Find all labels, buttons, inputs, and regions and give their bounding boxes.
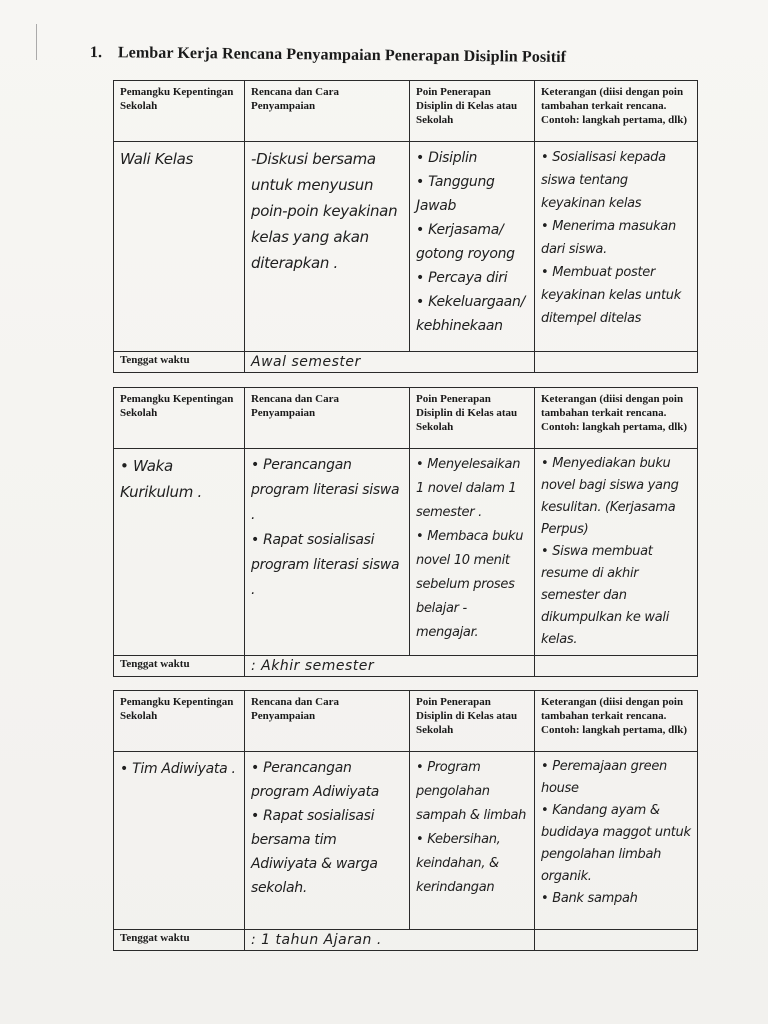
header-points: Poin Penerapan Disiplin di Kelas atau Sekolah	[410, 81, 535, 142]
header-points: Poin Penerapan Disiplin di Kelas atau Sekolah	[410, 691, 535, 752]
header-stakeholder: Pemangku Kepentingan Sekolah	[114, 388, 245, 449]
header-notes: Keterangan (diisi dengan poin tambahan terkait rencana. Contoh: langkah pertama, dlk)	[535, 388, 698, 449]
point-entry: • Kekeluargaan/ kebhinekaan	[416, 294, 525, 334]
deadline-empty-cell	[535, 930, 698, 951]
plan-cell	[245, 142, 410, 352]
plan-entry: • Rapat sosialisasi bersama tim Adiwiyata & warga sekolah.	[251, 808, 378, 896]
section-number: 1.	[89, 44, 103, 62]
deadline-value: : Akhir semester	[245, 656, 535, 677]
header-points: Poin Penerapan Disiplin di Kelas atau Sekolah	[410, 388, 535, 449]
header-row	[114, 388, 698, 449]
deadline-value: Awal semester	[245, 352, 535, 373]
points-cell	[410, 752, 535, 930]
entry-row	[114, 449, 698, 656]
stakeholder-cell	[114, 449, 245, 656]
plan-entry: • Perancangan program literasi siswa .	[251, 457, 400, 523]
point-entry: • Menyelesaikan 1 novel dalam 1 semester .	[416, 457, 521, 520]
header-stakeholder: Pemangku Kepentingan Sekolah	[114, 81, 245, 142]
note-entry: • Sosialisasi kepada siswa tentang keyakinan kelas	[541, 150, 666, 211]
deadline-empty-cell	[535, 656, 698, 677]
note-entry: • Kandang ayam & budidaya maggot untuk pengolahan limbah organik.	[541, 803, 691, 884]
plan-entry: -Diskusi bersama untuk menyusun poin-poin keyakinan kelas yang akan diterapkan .	[251, 150, 398, 272]
note-entry: • Membuat poster keyakinan kelas untuk ditempel ditelas	[541, 265, 681, 326]
header-stakeholder: Pemangku Kepentingan Sekolah	[114, 691, 245, 752]
stakeholder-entry: Wali Kelas	[120, 150, 194, 168]
deadline-row	[114, 930, 698, 951]
note-entry: • Siswa membuat resume di akhir semester dan dikumpulkan ke wali kelas.	[541, 544, 670, 647]
header-plan: Rencana dan Cara Penyampaian	[245, 388, 410, 449]
deadline-row	[114, 656, 698, 677]
note-entry: • Menerima masukan dari siswa.	[541, 219, 676, 257]
page-title	[90, 44, 566, 67]
deadline-label: Tenggat waktu	[114, 352, 245, 373]
pencil-mark	[36, 24, 40, 60]
notes-cell	[535, 752, 698, 930]
header-row	[114, 691, 698, 752]
entry-row	[114, 142, 698, 352]
deadline-label: Tenggat waktu	[114, 656, 245, 677]
header-row	[114, 81, 698, 142]
section-title: Lembar Kerja Rencana Penyampaian Penerapan Disiplin Positif	[117, 44, 567, 66]
plan-cell	[245, 449, 410, 656]
point-entry: • Kebersihan, keindahan, & kerindangan	[416, 832, 501, 895]
notes-cell	[535, 449, 698, 656]
point-entry: • Membaca buku novel 10 menit sebelum proses belajar - mengajar.	[416, 529, 524, 640]
point-entry: • Kerjasama/ gotong royong	[416, 222, 515, 262]
point-entry: • Percaya diri	[416, 270, 508, 286]
stakeholder-entry: • Tim Adiwiyata .	[120, 761, 236, 777]
stakeholder-cell	[114, 752, 245, 930]
worksheet-table-1	[113, 80, 698, 373]
deadline-value: : 1 tahun Ajaran .	[245, 930, 535, 951]
note-entry: • Menyediakan buku novel bagi siswa yang kesulitan. (Kerjasama Perpus)	[541, 456, 679, 537]
worksheet-table-2	[113, 387, 698, 677]
deadline-row	[114, 352, 698, 373]
header-plan: Rencana dan Cara Penyampaian	[245, 81, 410, 142]
deadline-label: Tenggat waktu	[114, 930, 245, 951]
deadline-empty-cell	[535, 352, 698, 373]
plan-entry: • Rapat sosialisasi program literasi siswa .	[251, 532, 400, 598]
header-notes: Keterangan (diisi dengan poin tambahan terkait rencana. Contoh: langkah pertama, dlk)	[535, 691, 698, 752]
stakeholder-entry: • Waka Kurikulum .	[120, 457, 202, 501]
plan-entry: • Perancangan program Adiwiyata	[251, 760, 380, 800]
note-entry: • Bank sampah	[541, 891, 638, 906]
point-entry: • Program pengolahan sampah & limbah	[416, 760, 527, 823]
stakeholder-cell	[114, 142, 245, 352]
plan-cell	[245, 752, 410, 930]
notes-cell	[535, 142, 698, 352]
note-entry: • Peremajaan green house	[541, 759, 667, 796]
header-plan: Rencana dan Cara Penyampaian	[245, 691, 410, 752]
point-entry: • Disiplin	[416, 150, 478, 166]
worksheet-table-3	[113, 690, 698, 951]
points-cell	[410, 449, 535, 656]
points-cell	[410, 142, 535, 352]
point-entry: • Tanggung Jawab	[416, 174, 495, 214]
header-notes: Keterangan (diisi dengan poin tambahan terkait rencana. Contoh: langkah pertama, dlk)	[535, 81, 698, 142]
entry-row	[114, 752, 698, 930]
